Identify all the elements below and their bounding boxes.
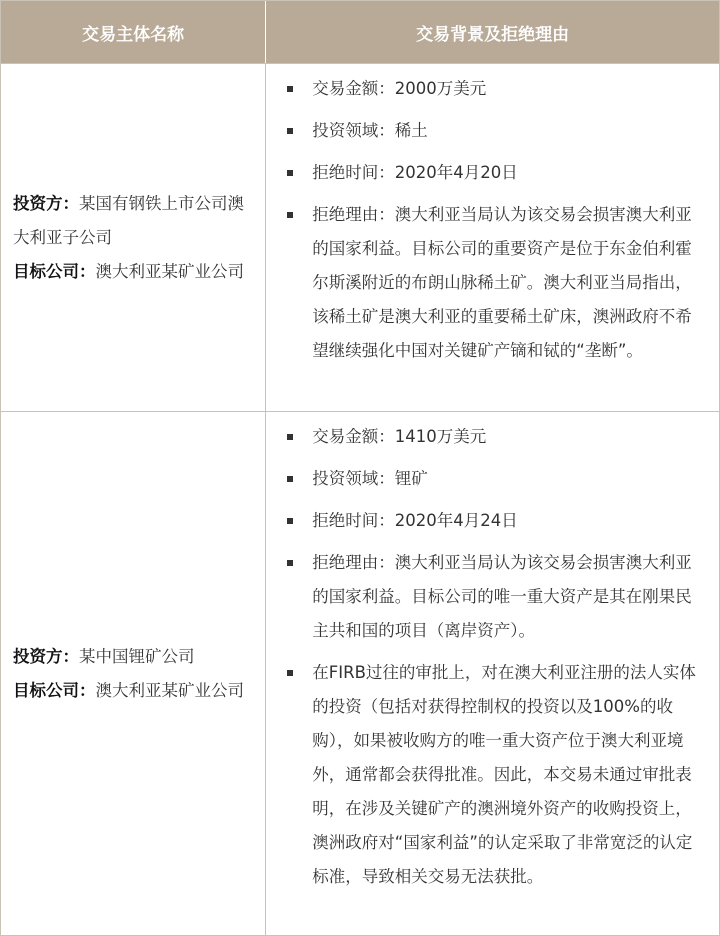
details-cell [266, 412, 719, 935]
investor-label: 投资方： [13, 193, 79, 213]
list-item [282, 114, 707, 148]
table-row [1, 63, 719, 411]
square-bullet-icon [287, 560, 293, 566]
detail-text: 拒绝理由：澳大利亚当局认为该交易会损害澳大利亚的国家利益。目标公司的重要资产是位于东金伯利霍尔斯溪附近的布朗山脉稀土矿。澳大利亚当局指出，该稀土矿是澳大利亚的重要稀土矿床，澳洲政府不希望继续强化中国对关键矿产镝和铽的“垄断”。 [312, 205, 692, 360]
list-item [282, 504, 707, 538]
details-list [282, 72, 707, 368]
square-bullet-icon [287, 212, 293, 218]
target-line [13, 255, 253, 289]
target-value: 澳大利亚某矿业公司 [95, 680, 244, 700]
investor-value: 某中国锂矿公司 [79, 646, 195, 666]
list-item [282, 156, 707, 190]
entity-cell [1, 64, 266, 411]
square-bullet-icon [287, 86, 293, 92]
square-bullet-icon [287, 476, 293, 482]
target-label: 目标公司： [13, 261, 96, 281]
list-item [282, 420, 707, 454]
list-item [282, 546, 707, 648]
list-item [282, 72, 707, 106]
table-header [1, 1, 719, 63]
detail-text: 拒绝时间：2020年4月24日 [312, 511, 518, 530]
party-info [13, 187, 253, 289]
target-line [13, 674, 244, 708]
detail-text: 交易金额：1410万美元 [312, 427, 487, 446]
square-bullet-icon [287, 128, 293, 134]
detail-text: 投资领域：锂矿 [312, 469, 428, 488]
investor-label: 投资方： [13, 646, 79, 666]
detail-text: 在FIRB过往的审批上，对在澳大利亚注册的法人实体的投资（包括对获得控制权的投资以及100%的收购），如果被收购方的唯一重大资产位于澳大利亚境外，通常都会获得批准。因此，本交易未通过审批表明，在涉及关键矿产的澳洲境外资产的收购投资上，澳洲政府对“国家利益”的认定采取了非常宽泛的认定标准，导致相关交易无法获批。 [312, 663, 696, 886]
investor-line [13, 187, 253, 255]
detail-text: 拒绝理由：澳大利亚当局认为该交易会损害澳大利亚的国家利益。目标公司的唯一重大资产是其在刚果民主共和国的项目（离岸资产）。 [312, 553, 692, 640]
header-background-reason: 交易背景及拒绝理由 [416, 24, 570, 45]
list-item [282, 656, 707, 894]
details-list [282, 420, 707, 894]
square-bullet-icon [287, 170, 293, 176]
header-entity-name: 交易主体名称 [1, 1, 266, 63]
list-item [282, 198, 707, 368]
detail-text: 投资领域：稀土 [312, 121, 428, 140]
table-row [1, 411, 719, 935]
detail-text: 拒绝时间：2020年4月20日 [312, 163, 518, 182]
party-info [13, 640, 244, 708]
square-bullet-icon [287, 434, 293, 440]
target-value: 澳大利亚某矿业公司 [95, 261, 244, 281]
investor-line [13, 640, 244, 674]
detail-text: 交易金额：2000万美元 [312, 79, 487, 98]
square-bullet-icon [287, 518, 293, 524]
square-bullet-icon [287, 670, 293, 676]
entity-cell [1, 412, 266, 935]
investor-value: 某国有钢铁上市公司澳大利亚子公司 [13, 193, 244, 247]
list-item [282, 462, 707, 496]
details-cell [266, 64, 719, 411]
target-label: 目标公司： [13, 680, 96, 700]
